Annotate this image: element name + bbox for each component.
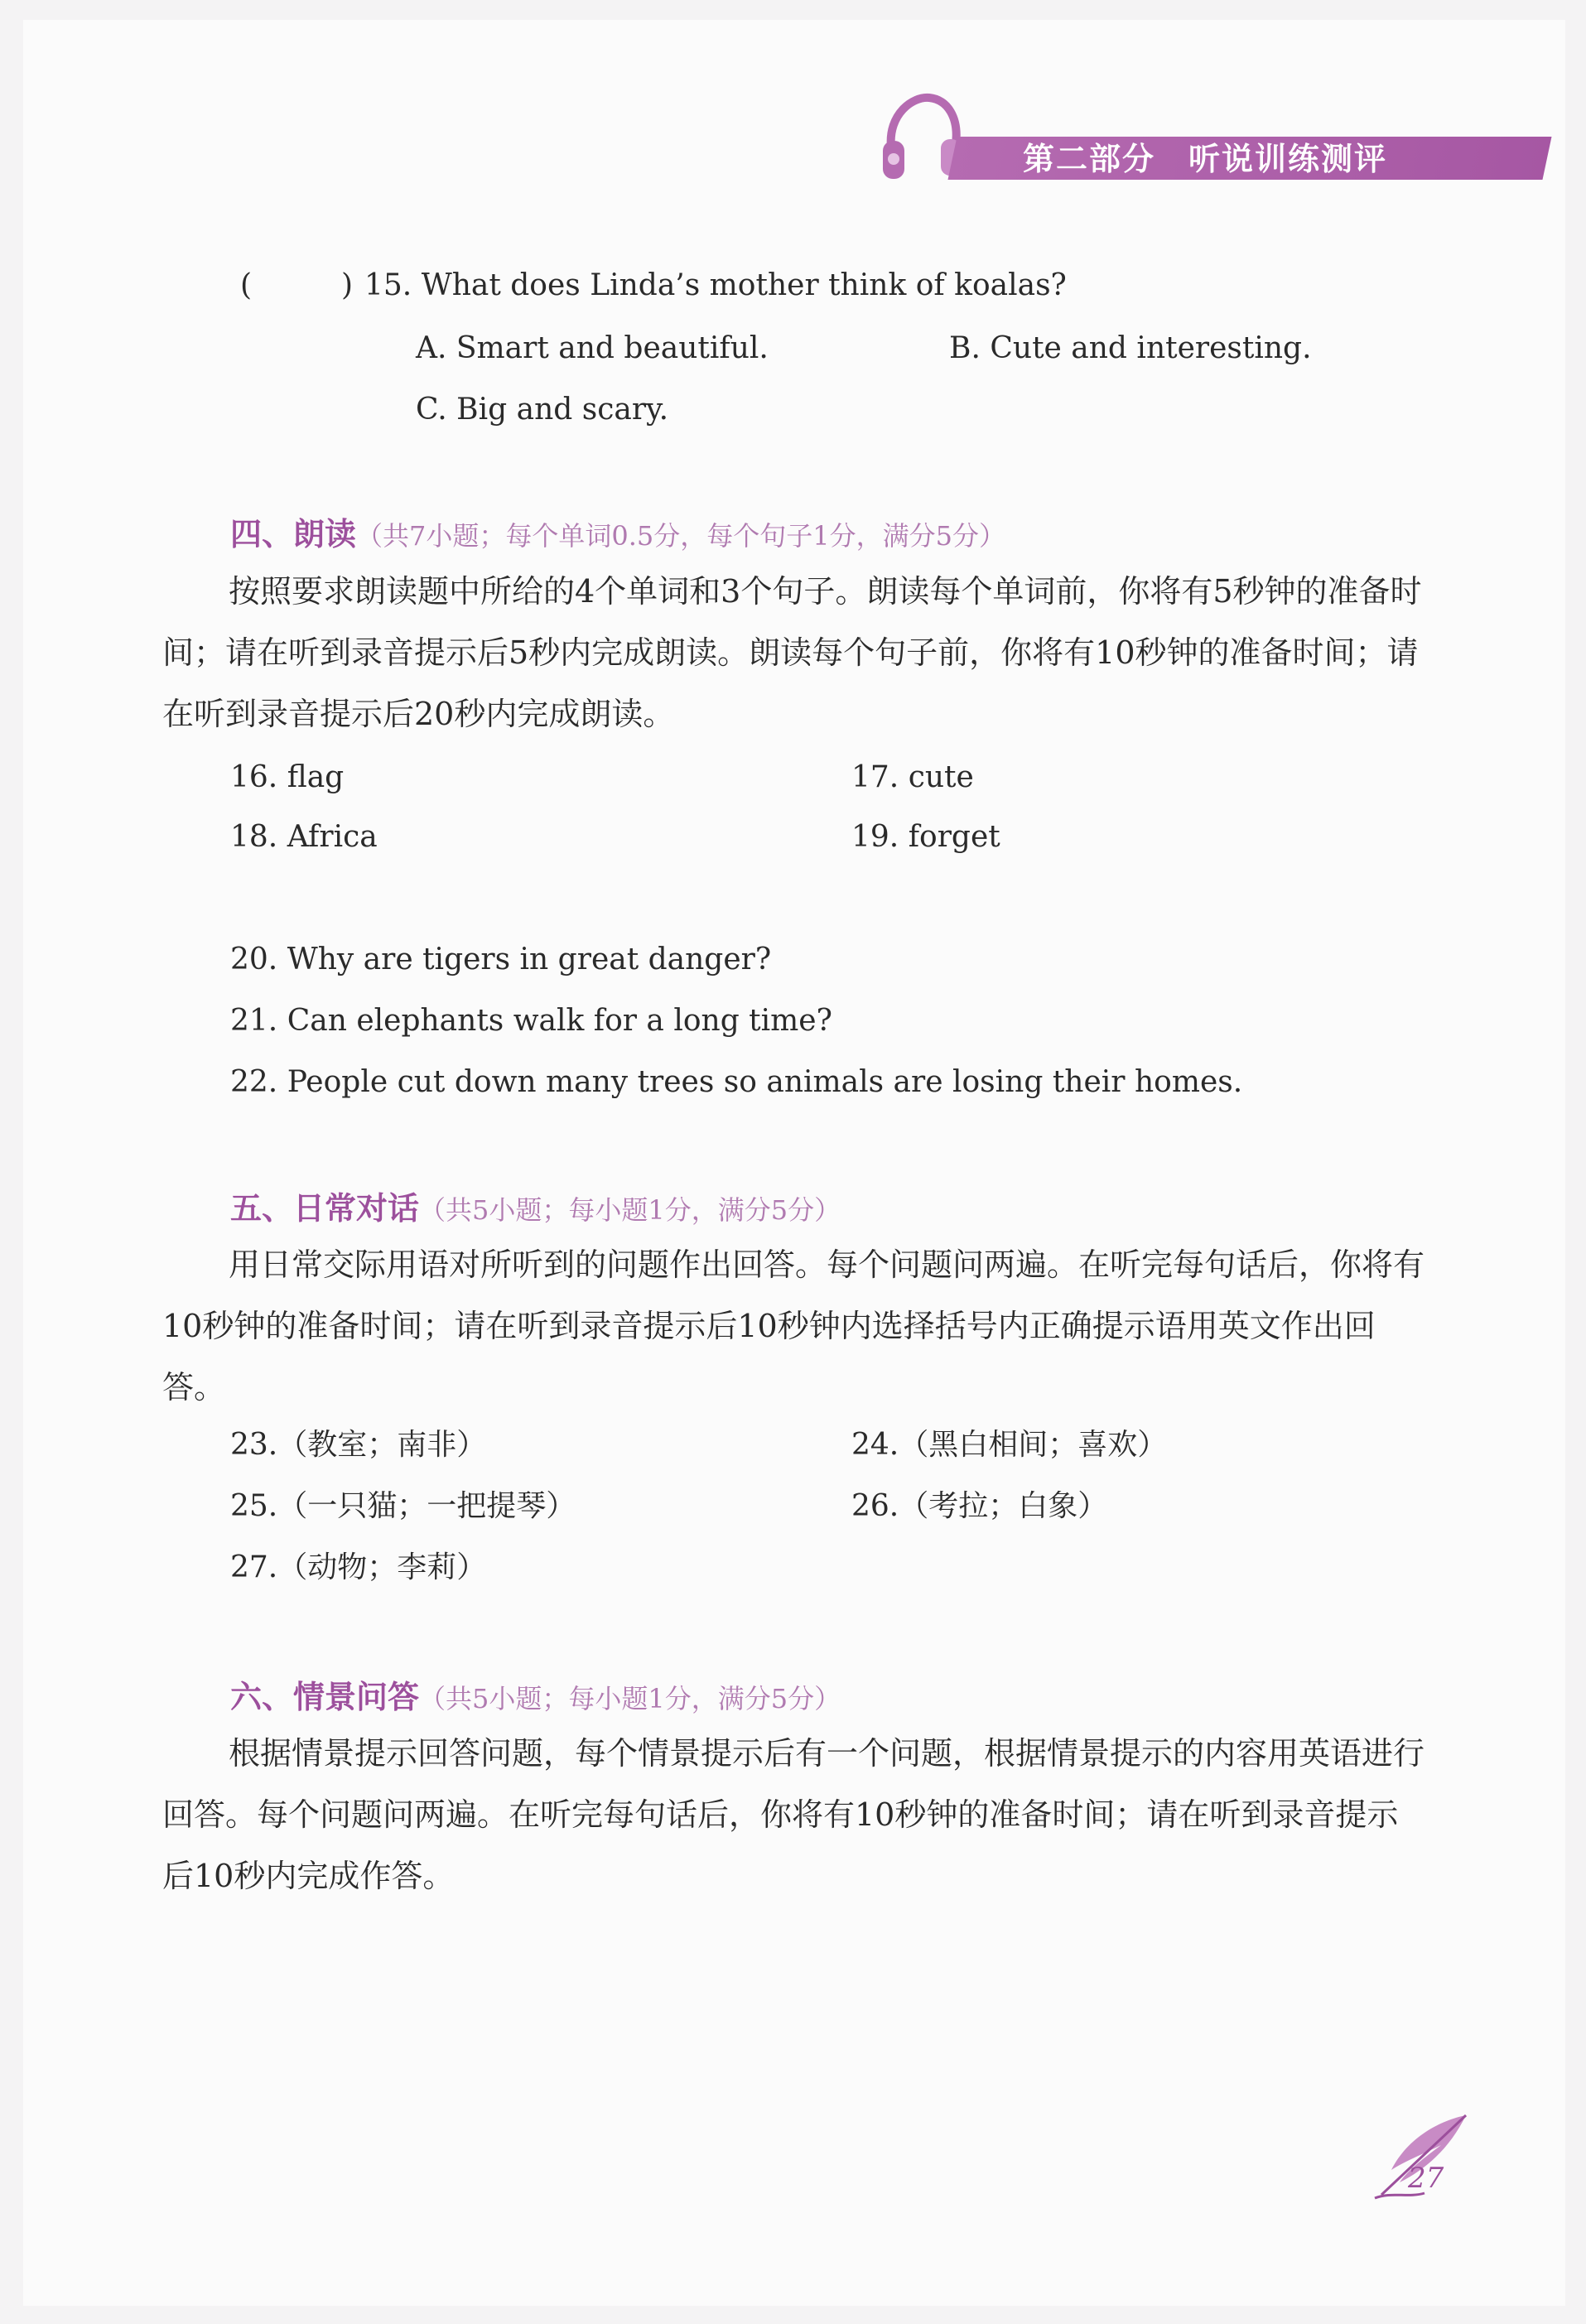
- item-22: 22. People cut down many trees so animals are losing their homes.: [230, 1065, 1243, 1099]
- item-21: 21. Can elephants walk for a long time?: [230, 1004, 832, 1038]
- section5-title: [230, 1183, 841, 1228]
- section4-title: [230, 509, 1005, 554]
- section5-instruction: 用日常交际用语对所听到的问题作出回答。每个问题问两遍。在听完每句话后，你将有10秒钟的准备时间；请在听到录音提示后10秒钟内选择括号内正确提示语用英文作出回答。: [162, 1246, 1425, 1405]
- item-25: 25.（一只猫；一把提琴）: [230, 1489, 576, 1523]
- option-c: C. Big and scary.: [416, 393, 669, 427]
- question-15: 15. What does Linda’s mother think of koalas?: [364, 268, 1067, 302]
- section6-note: （共5小题；每小题1分，满分5分）: [419, 1683, 841, 1714]
- option-b: B. Cute and interesting.: [949, 331, 1312, 365]
- section4-note: （共7小题；每个单词0.5分，每个句子1分，满分5分）: [356, 520, 1005, 552]
- item-26: 26.（考拉；白象）: [851, 1489, 1108, 1523]
- answer-blank: ( ): [240, 268, 354, 302]
- item-20: 20. Why are tigers in great danger?: [230, 943, 772, 976]
- section6-name: 六、情景问答: [230, 1679, 420, 1715]
- item-18: 18. Africa: [230, 820, 378, 854]
- item-27: 27.（动物；李莉）: [230, 1550, 487, 1584]
- page: [23, 20, 1565, 2306]
- section6-instruction: 根据情景提示回答问题，每个情景提示后有一个问题，根据情景提示的内容用英语进行回答。每个问题问两遍。在听完每句话后，你将有10秒钟的准备时间；请在听到录音提示后10秒内完成作答。: [162, 1735, 1425, 1894]
- section4-instruction: 按照要求朗读题中所给的4个单词和3个句子。朗读每个单词前，你将有5秒钟的准备时间；请在听到录音提示后5秒内完成朗读。朗读每个句子前，你将有10秒钟的准备时间；请在听到录音提示后20秒内完成朗读。: [162, 573, 1422, 732]
- header-title: 第二部分 听说训练测评: [1023, 141, 1388, 177]
- item-19: 19. forget: [851, 820, 1000, 854]
- section5-note: （共5小题；每小题1分，满分5分）: [419, 1194, 841, 1226]
- section5-name: 五、日常对话: [230, 1190, 420, 1227]
- section6-title: [230, 1671, 841, 1717]
- item-17: 17. cute: [851, 760, 974, 794]
- item-24: 24.（黑白相间；喜欢）: [851, 1428, 1168, 1462]
- section4-name: 四、朗读: [230, 516, 357, 552]
- option-a: A. Smart and beautiful.: [416, 331, 769, 365]
- item-23: 23.（教室；南非）: [230, 1428, 487, 1462]
- page-number: 27: [1408, 2162, 1444, 2195]
- item-16: 16. flag: [230, 760, 345, 794]
